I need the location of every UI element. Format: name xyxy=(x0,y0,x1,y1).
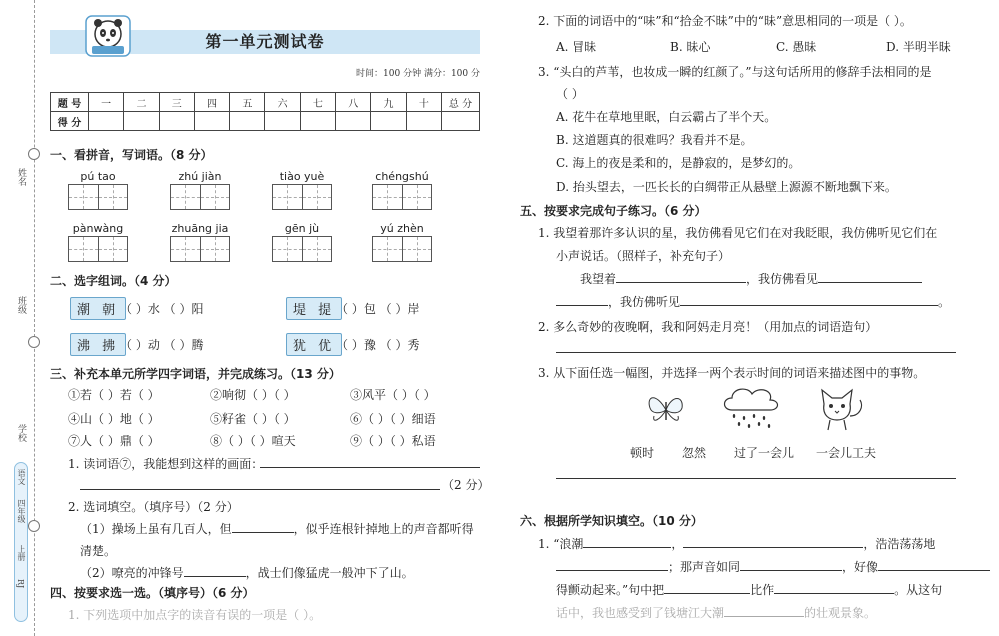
score-table-header: 八 xyxy=(336,93,371,112)
blank-pair[interactable]: （ ）水 （ ）阳 xyxy=(120,302,204,316)
option[interactable]: B. 昧心 xyxy=(670,40,711,54)
char-pair: 堤 提 xyxy=(286,297,342,320)
left-column xyxy=(50,0,490,636)
idiom-blank[interactable]: ③风平（ ）（ ） xyxy=(350,388,436,402)
answer-paren[interactable]: （ ） xyxy=(556,87,584,101)
pinyin-item xyxy=(68,170,128,210)
sentence-part: ，浩浩荡荡地 xyxy=(863,537,936,551)
score-cell[interactable] xyxy=(336,112,371,131)
fill-blank[interactable] xyxy=(818,271,922,283)
sentence-part: 的壮观景象。 xyxy=(804,606,877,620)
idiom-blank[interactable]: ⑦人（ ）鼎（ ） xyxy=(68,434,160,448)
sentence-part: 。 xyxy=(938,295,951,309)
cut-line xyxy=(34,0,35,636)
cat-icon xyxy=(816,386,868,432)
answer-line[interactable] xyxy=(556,478,956,479)
score-cell[interactable] xyxy=(89,112,124,131)
option[interactable]: B. 这道题真的很难吗？我看并不是。 xyxy=(556,133,753,147)
score-table xyxy=(50,92,480,131)
sentence-fill xyxy=(580,270,922,287)
score-table-header: 二 xyxy=(124,93,159,112)
binding-margin xyxy=(0,0,40,636)
pinyin-text: pànwàng xyxy=(72,222,124,235)
idiom-blank[interactable]: ⑨（ ）（ ）私语 xyxy=(350,434,436,448)
time-score-info: 时间：100 分钟 满分：100 分 xyxy=(356,69,480,79)
question-text xyxy=(80,520,474,537)
char-pair: 犹 优 xyxy=(286,333,342,356)
fill-blank[interactable] xyxy=(683,536,863,548)
writing-grid[interactable] xyxy=(170,184,230,210)
score-table-header: 总 分 xyxy=(442,93,480,112)
pinyin-text: gēn jù xyxy=(284,222,320,235)
score-cell[interactable] xyxy=(230,112,265,131)
score-row-label: 得 分 xyxy=(51,112,89,131)
fill-blank[interactable] xyxy=(664,582,750,594)
idiom-blank[interactable]: ④山（ ）地（ ） xyxy=(68,412,160,426)
score-note: （2 分） xyxy=(442,478,490,492)
sentence-part: ，好像 xyxy=(842,560,879,574)
option[interactable]: A. 冒昧 xyxy=(556,40,597,54)
pinyin-text: chéngshú xyxy=(375,170,429,183)
question-text: 2. 选词填空。（填序号）（2 分） xyxy=(68,500,239,514)
fill-blank[interactable] xyxy=(740,559,842,571)
score-cell[interactable] xyxy=(124,112,159,131)
score-table-header: 一 xyxy=(89,93,124,112)
fill-sentence xyxy=(556,604,876,621)
sentence-part: ，我仿佛看见 xyxy=(746,272,819,286)
score-cell[interactable] xyxy=(159,112,194,131)
fill-blank[interactable] xyxy=(878,559,990,571)
score-table-header: 三 xyxy=(159,93,194,112)
blank-pair[interactable]: （ ）包 （ ）岸 xyxy=(336,302,420,316)
writing-grid[interactable] xyxy=(372,184,432,210)
writing-grid[interactable] xyxy=(68,184,128,210)
pinyin-item xyxy=(170,222,230,262)
idiom-blank[interactable]: ①若（ ）若（ ） xyxy=(68,388,160,402)
score-cell[interactable] xyxy=(371,112,406,131)
fill-blank[interactable] xyxy=(680,294,938,306)
fill-blank[interactable] xyxy=(583,536,671,548)
time-word: 忽然 xyxy=(682,446,707,460)
sentence-part: （1）操场上虽有几百人，但 xyxy=(80,522,232,536)
idiom-blank[interactable]: ⑤籽雀（ ）（ ） xyxy=(210,412,296,426)
section-heading: 六、根据所学知识填空。（10 分） xyxy=(520,514,703,528)
question-text: 1. 读词语⑦，我能想到这样的画面： xyxy=(68,457,264,471)
page-title: 第一单元测试卷 xyxy=(205,32,325,51)
option[interactable]: C. 愚昧 xyxy=(776,40,817,54)
question-text: 3. “头白的芦苇，也妆成一瞬的红颜了。”与这句话所用的修辞手法相同的是 xyxy=(538,65,932,79)
right-column xyxy=(520,0,985,636)
pinyin-item xyxy=(272,170,332,210)
sentence-part: 得颤动起来。”句中把 xyxy=(556,583,665,597)
time-word: 顿时 xyxy=(630,446,655,460)
question-text: 3. 从下面任选一幅图，并选择一两个表示时间的词语来描述图中的事物。 xyxy=(538,366,926,380)
idiom-blank[interactable]: ⑧（ ）（ ）喧天 xyxy=(210,434,296,448)
fill-sentence xyxy=(556,581,942,598)
score-table-header: 十 xyxy=(406,93,441,112)
question-text: 小声说话。（照样子，补充句子） xyxy=(556,249,731,263)
fill-blank[interactable] xyxy=(556,559,668,571)
pinyin-text: pú tao xyxy=(80,170,116,183)
pinyin-item xyxy=(372,222,432,262)
section-heading: 五、按要求完成句子练习。（6 分） xyxy=(520,204,707,218)
sentence-fill xyxy=(556,293,950,310)
binding-hole-icon xyxy=(28,520,40,532)
time-word: 一会儿工夫 xyxy=(816,446,877,460)
class-label: 班级 xyxy=(16,296,26,314)
fill-sentence xyxy=(538,535,935,552)
rain-cloud-icon xyxy=(720,384,782,432)
question-text: 1. 下列选项中加点字的读音有误的一项是（ ）。 xyxy=(68,608,322,622)
sentence-part: 我望着 xyxy=(580,272,617,286)
name-label: 姓名 xyxy=(16,168,26,186)
score-table-header: 九 xyxy=(371,93,406,112)
pinyin-text: zhú jiàn xyxy=(178,170,222,183)
sentence-part: 。从这句 xyxy=(894,583,943,597)
char-pair: 沸 拂 xyxy=(70,333,126,356)
butterfly-icon xyxy=(644,390,688,430)
pinyin-item xyxy=(272,222,332,262)
question-text: 2. 下面的词语中的“味”和“拾金不昧”中的“昧”意思相同的一项是（ ）。 xyxy=(538,14,912,28)
grade-strip xyxy=(14,462,28,622)
answer-line[interactable] xyxy=(260,467,480,468)
question-text xyxy=(80,564,414,581)
sentence-part: ，似乎连根针掉地上的声音都听得 xyxy=(293,522,474,536)
binding-hole-icon xyxy=(28,336,40,348)
option[interactable]: C. 海上的夜是柔和的，是静寂的，是梦幻的。 xyxy=(556,156,801,170)
sentence-part: ，我仿佛听见 xyxy=(608,295,681,309)
question-text: 1. 我望着那许多认识的星，我仿佛看见它们在对我眨眼，我仿佛听见它们在 xyxy=(538,226,938,240)
option[interactable]: D. 半明半昧 xyxy=(886,40,951,54)
score-cell[interactable] xyxy=(406,112,441,131)
writing-grid[interactable] xyxy=(272,236,332,262)
grade-label: 四年级 xyxy=(17,499,26,523)
score-cell[interactable] xyxy=(265,112,300,131)
idiom-blank[interactable]: ②响彻（ ）（ ） xyxy=(210,388,296,402)
writing-grid[interactable] xyxy=(68,236,128,262)
blank-pair[interactable]: （ ）豫 （ ）秀 xyxy=(336,338,420,352)
sentence-part: （2）嘹亮的冲锋号 xyxy=(80,566,184,580)
score-table-header: 题 号 xyxy=(51,93,89,112)
section-heading: 一、看拼音，写词语。（8 分） xyxy=(50,148,213,162)
score-table-header: 七 xyxy=(300,93,335,112)
score-table-header: 四 xyxy=(194,93,229,112)
fill-blank[interactable] xyxy=(556,294,608,306)
binding-hole-icon xyxy=(28,148,40,160)
sentence-part: 比作 xyxy=(750,583,775,597)
answer-line[interactable] xyxy=(80,489,440,490)
sentence-part: 话中，我也感受到了钱塘江大潮 xyxy=(556,606,725,620)
score-cell[interactable] xyxy=(194,112,229,131)
fill-blank[interactable] xyxy=(774,582,894,594)
edition-label: RJ xyxy=(16,579,25,589)
pinyin-text: tiào yuè xyxy=(279,170,325,183)
sentence-part: ，战士们像猛虎一般冲下了山。 xyxy=(245,566,414,580)
sentence-part: ， xyxy=(671,537,684,551)
fill-blank[interactable] xyxy=(232,521,294,533)
writing-grid[interactable] xyxy=(372,236,432,262)
score-table-header: 五 xyxy=(230,93,265,112)
fill-blank[interactable] xyxy=(184,565,246,577)
question-text: 2. 多么奇妙的夜晚啊，我和阿妈走月亮！（用加点的词语造句） xyxy=(538,320,878,334)
pinyin-item xyxy=(68,222,128,262)
time-word: 过了一会儿 xyxy=(734,446,795,460)
pinyin-text: yú zhèn xyxy=(380,222,424,235)
blank-pair[interactable]: （ ）动 （ ）腾 xyxy=(120,338,204,352)
pinyin-item xyxy=(372,170,432,210)
option[interactable]: A. 花牛在草地里眠，白云霸占了半个天。 xyxy=(556,110,777,124)
fill-blank[interactable] xyxy=(616,271,746,283)
section-heading: 二、选字组词。（4 分） xyxy=(50,274,177,288)
question-text: 清楚。 xyxy=(80,544,117,558)
school-label: 学校 xyxy=(16,424,26,442)
score-table-header: 六 xyxy=(265,93,300,112)
section-heading: 四、按要求选一选。（填序号）（6 分） xyxy=(50,586,255,600)
fill-sentence xyxy=(556,558,990,575)
section-heading: 三、补充本单元所学四字词语，并完成练习。（13 分） xyxy=(50,367,341,381)
score-cell[interactable] xyxy=(300,112,335,131)
subject-label: 语文 xyxy=(17,469,26,485)
score-cell[interactable] xyxy=(442,112,480,131)
writing-grid[interactable] xyxy=(272,184,332,210)
pinyin-item xyxy=(170,170,230,210)
fill-blank[interactable] xyxy=(724,605,804,617)
answer-line[interactable] xyxy=(556,352,956,353)
volume-label: 上册 xyxy=(17,545,26,561)
sentence-part: 1. “浪潮 xyxy=(538,537,584,551)
writing-grid[interactable] xyxy=(170,236,230,262)
pinyin-text: zhuāng jia xyxy=(171,222,229,235)
sentence-part: ；那声音如同 xyxy=(668,560,741,574)
char-pair: 潮 朝 xyxy=(70,297,126,320)
idiom-blank[interactable]: ⑥（ ）（ ）细语 xyxy=(350,412,436,426)
option[interactable]: D. 抬头望去，一匹长长的白绸带正从悬壁上源源不断地飘下来。 xyxy=(556,180,897,194)
